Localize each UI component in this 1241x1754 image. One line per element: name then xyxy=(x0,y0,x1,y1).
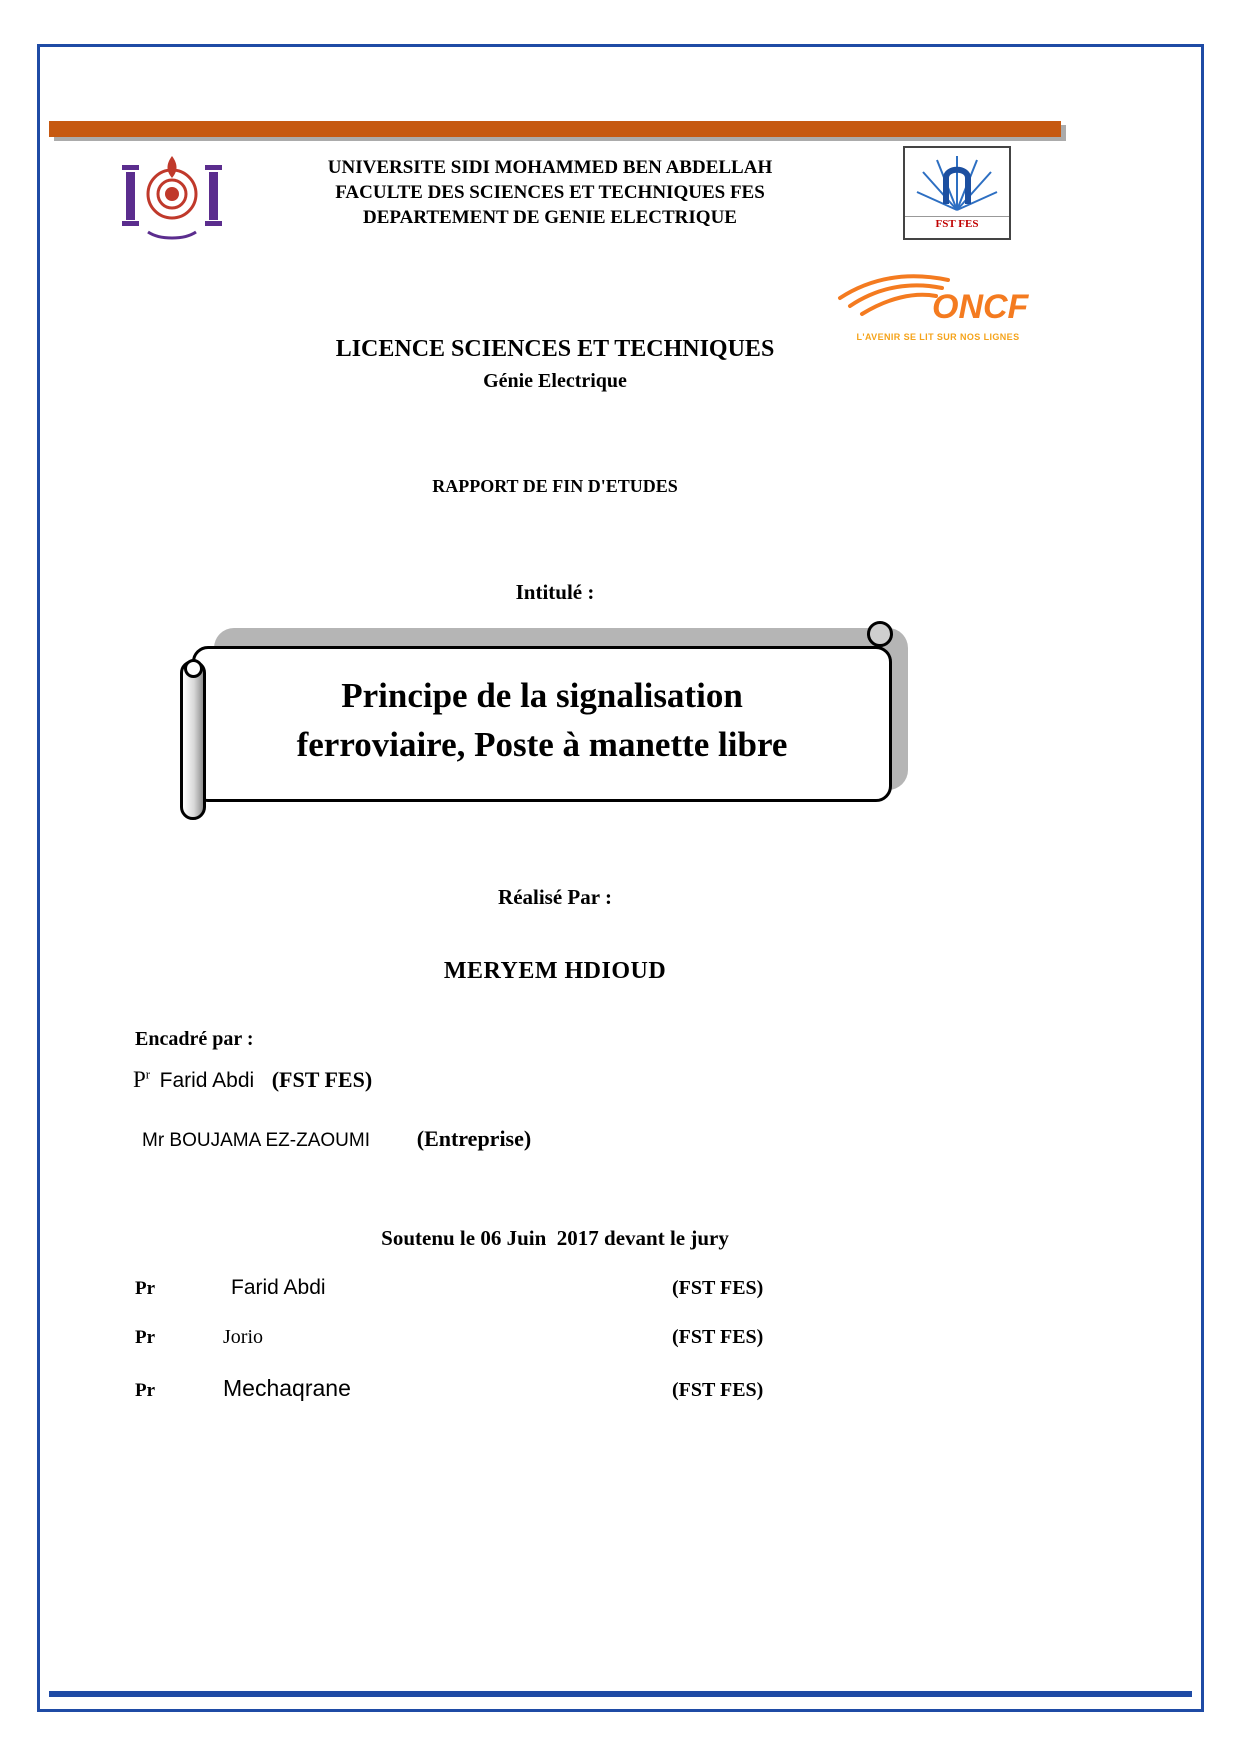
degree-title: LICENCE SCIENCES ET TECHNIQUES xyxy=(335,336,775,362)
fst-logo-caption: FST FES xyxy=(905,216,1009,230)
author-label: Réalisé Par : xyxy=(498,885,612,909)
supervisor-1-name: Farid Abdi xyxy=(159,1068,255,1092)
university-name: UNIVERSITE SIDI MOHAMMED BEN ABDELLAH xyxy=(327,157,773,178)
defense-statement: Soutenu le 06 Juin 2017 devant le jury xyxy=(381,1226,729,1250)
jury-member-title: Pr xyxy=(135,1278,156,1299)
jury-member-name: Farid Abdi xyxy=(231,1276,326,1299)
oncf-wordmark: ONCF xyxy=(932,288,1029,326)
report-type: RAPPORT DE FIN D'ETUDES xyxy=(432,476,678,496)
title-banner xyxy=(192,646,892,802)
supervision-label: Encadré par : xyxy=(135,1028,254,1050)
jury-list xyxy=(135,1276,825,1428)
supervisor-2-name: Mr BOUJAMA EZ-ZAOUMI xyxy=(142,1130,370,1151)
author-name: MERYEM HDIOUD xyxy=(443,958,667,984)
jury-member-title: Pr xyxy=(135,1327,156,1348)
supervisor-2 xyxy=(142,1126,531,1152)
oncf-logo xyxy=(826,268,1050,342)
jury-member-affiliation: (FST FES) xyxy=(672,1326,764,1348)
jury-row xyxy=(135,1326,825,1349)
jury-member-title: Pr xyxy=(135,1380,156,1401)
title-label: Intitulé : xyxy=(515,580,595,604)
supervisor-1-title-base: P xyxy=(133,1066,146,1092)
university-emblem-icon xyxy=(116,148,228,244)
banner-scroll-curl-right xyxy=(867,621,893,647)
department-name: DEPARTEMENT DE GENIE ELECTRIQUE xyxy=(363,207,737,228)
institution-header xyxy=(250,155,850,230)
fst-arch-icon xyxy=(907,150,1007,216)
oncf-tagline: L'AVENIR SE LIT SUR NOS LIGNES xyxy=(856,332,1020,342)
jury-member-affiliation: (FST FES) xyxy=(672,1379,764,1401)
banner-paper xyxy=(192,646,892,802)
supervisor-2-affiliation: (Entreprise) xyxy=(416,1126,532,1151)
page-border-bottom-accent xyxy=(49,1691,1192,1697)
header-divider-bar xyxy=(49,121,1061,137)
fst-fes-logo xyxy=(903,146,1011,240)
speciality-title: Génie Electrique xyxy=(483,370,627,392)
banner-scroll-curl-left xyxy=(180,660,206,820)
oncf-swoosh-icon xyxy=(826,268,1050,326)
jury-member-name: Jorio xyxy=(223,1326,263,1348)
supervisor-1-title-sup: r xyxy=(145,1066,151,1081)
jury-row xyxy=(135,1276,825,1300)
jury-row xyxy=(135,1375,825,1402)
jury-member-name: Mechaqrane xyxy=(223,1375,351,1401)
jury-member-affiliation: (FST FES) xyxy=(672,1277,764,1299)
supervisor-1-affiliation: (FST FES) xyxy=(271,1066,373,1092)
supervisor-1-title xyxy=(133,1067,150,1092)
report-title-line1: Principe de la signalisation xyxy=(341,676,743,715)
report-title-line2: ferroviaire, Poste à manette libre xyxy=(296,725,788,764)
faculty-name: FACULTE DES SCIENCES ET TECHNIQUES FES xyxy=(335,182,765,203)
supervisor-1 xyxy=(133,1066,372,1093)
